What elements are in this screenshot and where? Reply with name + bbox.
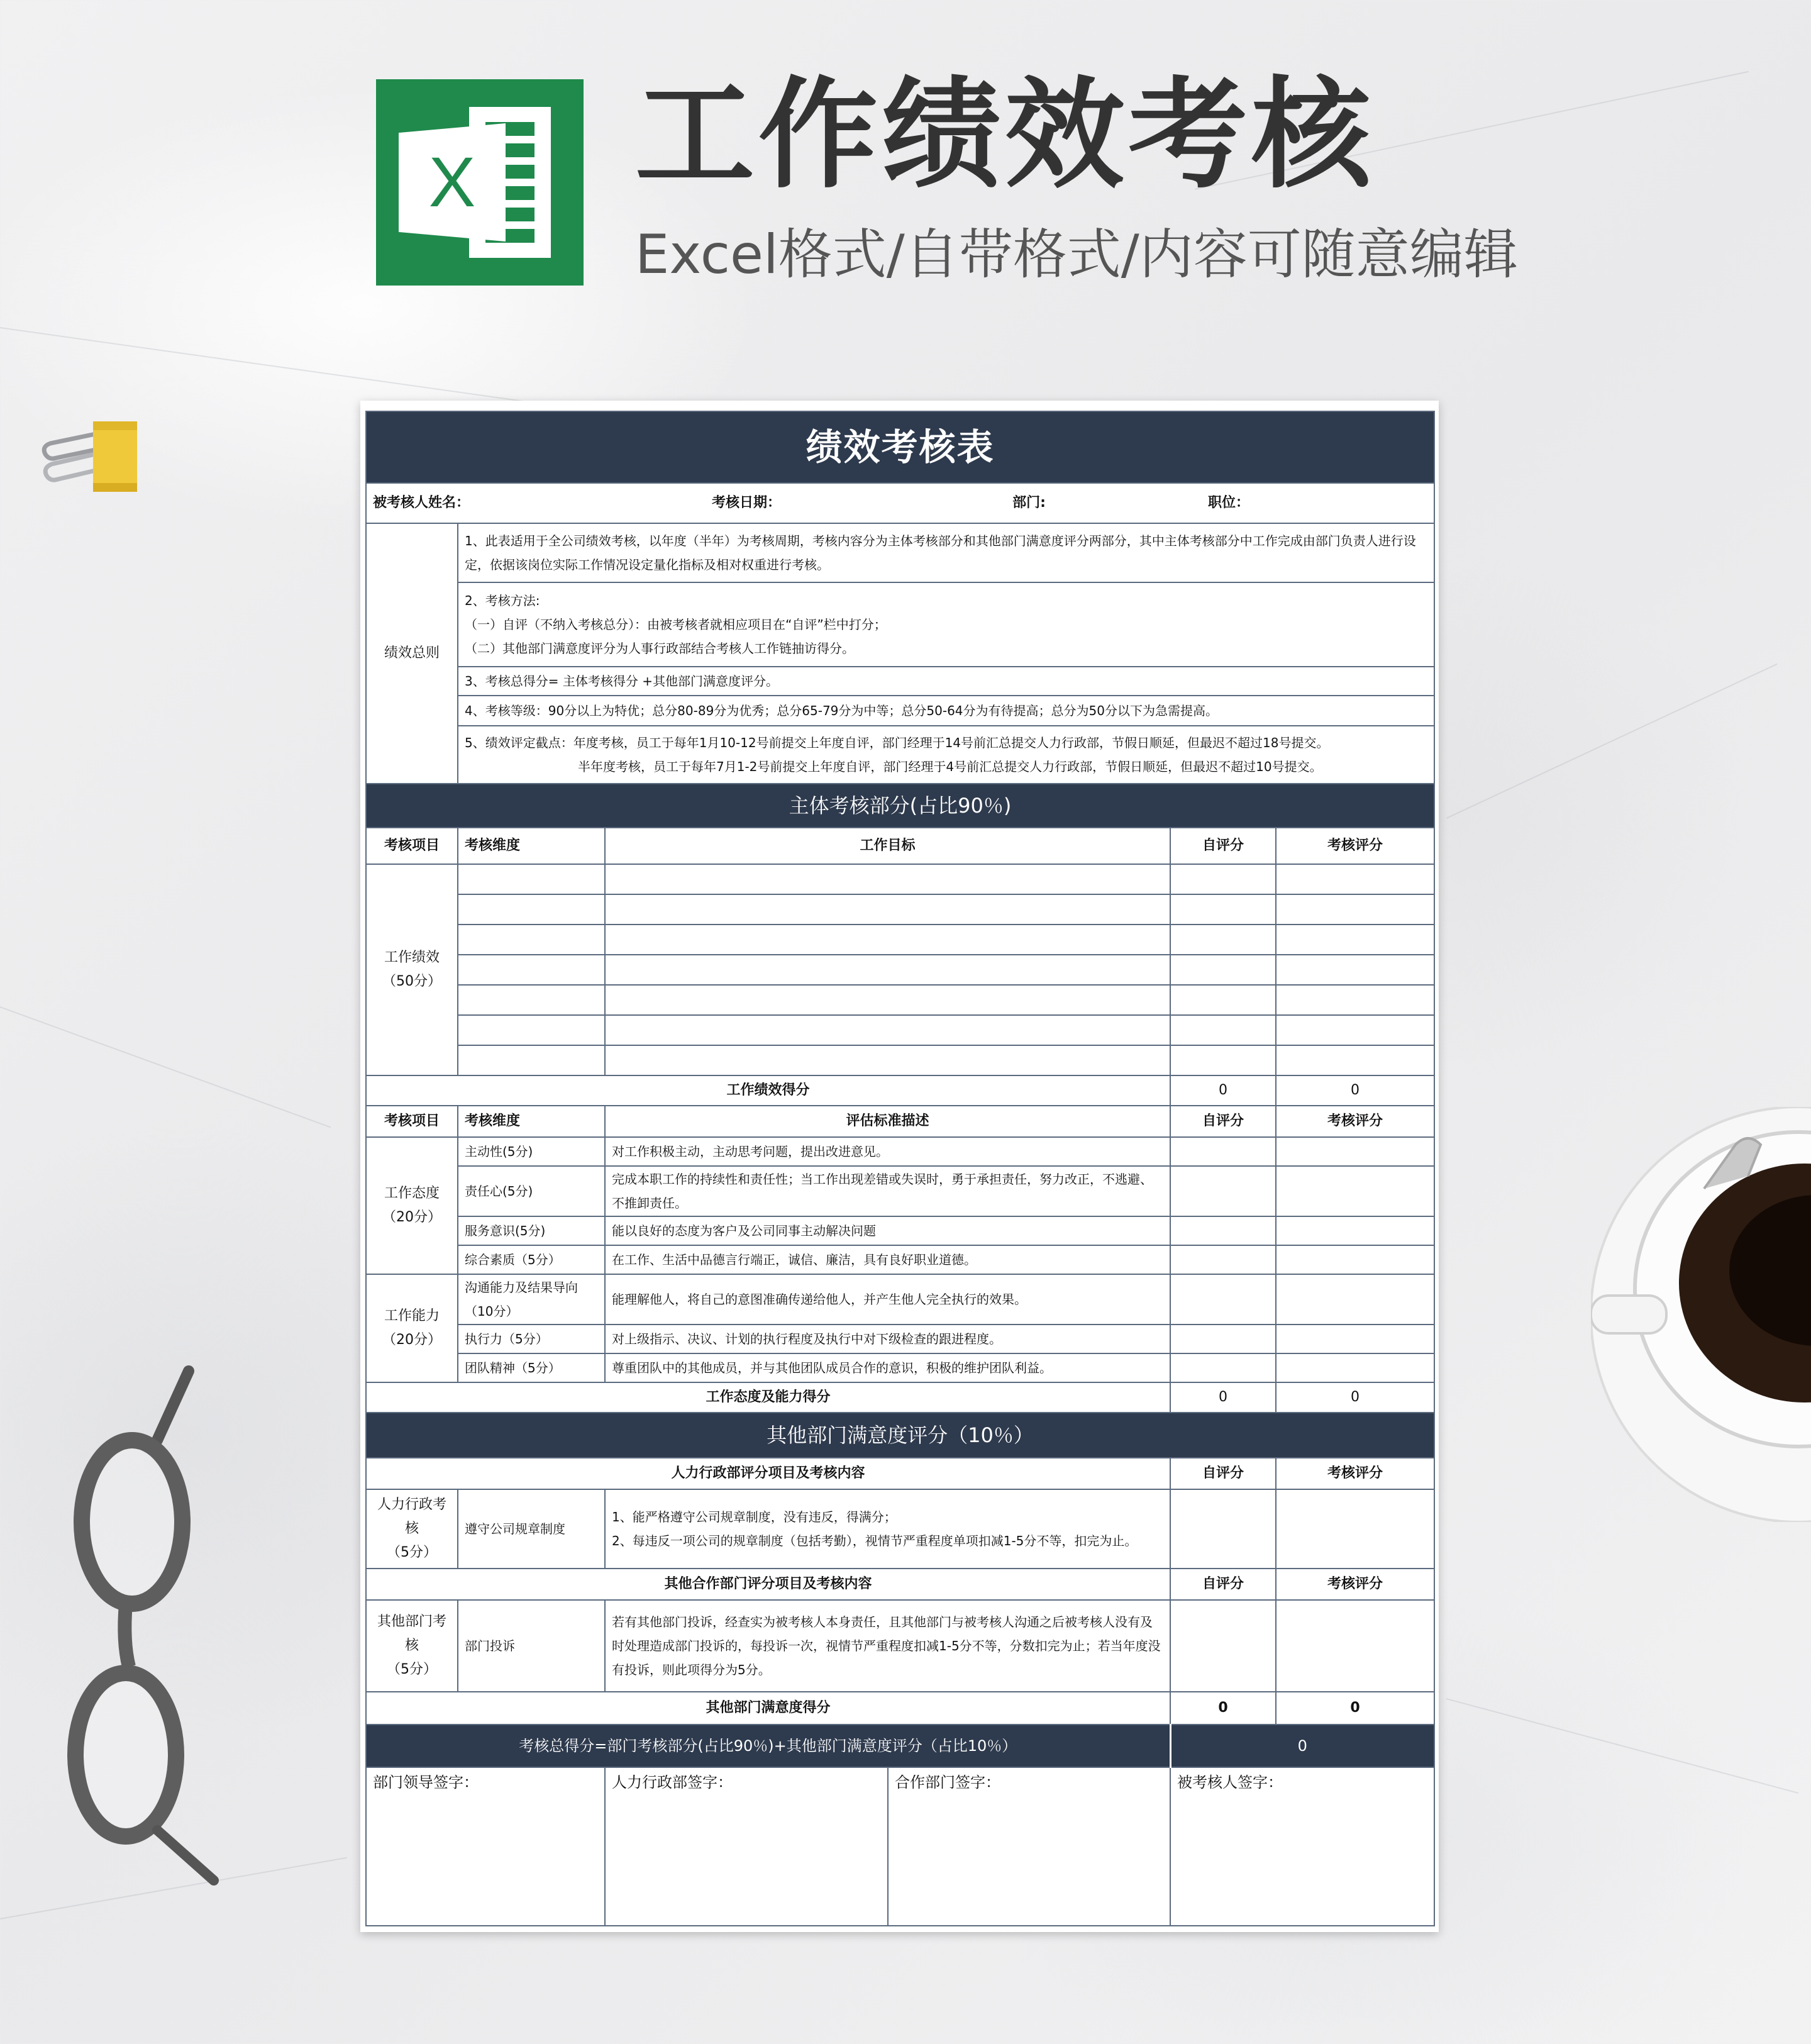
partner-dept-signature[interactable]: 合作部门签字： <box>888 1767 1170 1926</box>
attitude-review-cell[interactable] <box>1276 1245 1434 1274</box>
perf-dimension-cell[interactable] <box>458 985 605 1015</box>
perf-dimension-cell[interactable] <box>458 955 605 985</box>
coop-self-cell[interactable] <box>1170 1600 1276 1692</box>
coop-review-cell[interactable] <box>1276 1600 1434 1692</box>
coop-dimension: 部门投诉 <box>458 1600 605 1692</box>
perf-self-cell[interactable] <box>1170 925 1276 955</box>
perf-dimension-cell[interactable] <box>458 894 605 925</box>
perf-review-cell[interactable] <box>1276 1045 1434 1075</box>
attitude-criteria: 对工作积极主动，主动思考问题，提出改进意见。 <box>605 1137 1170 1166</box>
perf-self-cell[interactable] <box>1170 1045 1276 1075</box>
ability-dimension: 团队精神（5分） <box>458 1353 605 1382</box>
general-rules-label: 绩效总则 <box>366 523 458 784</box>
perf-self-cell[interactable] <box>1170 955 1276 985</box>
page-title: 工作绩效考核 <box>635 65 1375 204</box>
grand-total-value: 0 <box>1170 1725 1434 1767</box>
col-dimension-header: 考核维度 <box>458 1106 605 1137</box>
binder-clip-icon <box>38 415 145 497</box>
rule-2: 2、考核方法: （一）自评（不纳入考核总分）：由被考核者就相应项目在“自评”栏中打分； （二）其他部门满意度评分为人事行政部结合考核人工作链抽访得分。 <box>458 582 1434 667</box>
coop-header: 其他合作部门评分项目及考核内容 <box>366 1569 1170 1600</box>
other-total-review: 0 <box>1276 1692 1434 1725</box>
excel-icon: X <box>428 143 476 221</box>
page-subtitle: Excel格式/自带格式/内容可随意编辑 <box>635 223 1518 286</box>
main-section-title: 主体考核部分(占比90％) <box>366 784 1434 828</box>
col-self-header: 自评分 <box>1170 1458 1276 1489</box>
ability-criteria: 对上级指示、决议、计划的执行程度及执行中对下级检查的跟进程度。 <box>605 1325 1170 1353</box>
sheet-title: 绩效考核表 <box>366 411 1434 483</box>
perf-goal-cell[interactable] <box>605 955 1170 985</box>
col-self-header: 自评分 <box>1170 1106 1276 1137</box>
col-review-header: 考核评分 <box>1276 1106 1434 1137</box>
perf-review-cell[interactable] <box>1276 1015 1434 1045</box>
attitude-label: 工作态度 （20分） <box>366 1137 458 1274</box>
col-review-header: 考核评分 <box>1276 828 1434 864</box>
hr-review-cell[interactable] <box>1276 1489 1434 1569</box>
hr-header: 人力行政部评分项目及考核内容 <box>366 1458 1170 1489</box>
col-self-header: 自评分 <box>1170 828 1276 864</box>
ability-criteria: 尊重团队中的其他成员，并与其他团队成员合作的意识，积极的维护团队利益。 <box>605 1353 1170 1382</box>
ability-self-cell[interactable] <box>1170 1274 1276 1325</box>
attitude-total-review: 0 <box>1276 1382 1434 1413</box>
perf-goal-cell[interactable] <box>605 985 1170 1015</box>
ability-criteria: 能理解他人，将自己的意图准确传递给他人，并产生他人完全执行的效果。 <box>605 1274 1170 1325</box>
reviewee-signature[interactable]: 被考核人签字： <box>1170 1767 1434 1926</box>
attitude-self-cell[interactable] <box>1170 1166 1276 1216</box>
perf-self-cell[interactable] <box>1170 985 1276 1015</box>
hr-self-cell[interactable] <box>1170 1489 1276 1569</box>
marble-vein <box>1446 664 1778 819</box>
coop-review-label: 其他部门考核 （5分） <box>366 1600 458 1692</box>
appraisal-table <box>365 411 1435 1926</box>
marble-vein <box>0 327 560 407</box>
col-goal-header: 工作目标 <box>605 828 1170 864</box>
col-criteria-header: 评估标准描述 <box>605 1106 1170 1137</box>
col-dimension-header: 考核维度 <box>458 828 605 864</box>
perf-dimension-cell[interactable] <box>458 864 605 894</box>
ability-dimension: 沟通能力及结果导向（10分） <box>458 1274 605 1325</box>
attitude-dimension: 综合素质（5分） <box>458 1245 605 1274</box>
attitude-dimension: 责任心(5分) <box>458 1166 605 1216</box>
perf-dimension-cell[interactable] <box>458 925 605 955</box>
dept-leader-signature[interactable]: 部门领导签字： <box>366 1767 605 1926</box>
attitude-dimension: 主动性(5分) <box>458 1137 605 1166</box>
coffee-cup-icon <box>1591 1107 1811 1522</box>
attitude-total-self: 0 <box>1170 1382 1276 1413</box>
attitude-review-cell[interactable] <box>1276 1166 1434 1216</box>
hr-criteria: 1、能严格遵守公司规章制度，没有违反，得满分； 2、每违反一项公司的规章制度（包括考勤），视情节严重程度单项扣减1-5分不等，扣完为止。 <box>605 1489 1170 1569</box>
perf-review-cell[interactable] <box>1276 985 1434 1015</box>
col-item-header: 考核项目 <box>366 828 458 864</box>
perf-self-cell[interactable] <box>1170 1015 1276 1045</box>
perf-dimension-cell[interactable] <box>458 1015 605 1045</box>
hr-review-label: 人力行政考核 （5分） <box>366 1489 458 1569</box>
perf-goal-cell[interactable] <box>605 925 1170 955</box>
col-self-header: 自评分 <box>1170 1569 1276 1600</box>
perf-dimension-cell[interactable] <box>458 1045 605 1075</box>
rule-1: 1、此表适用于全公司绩效考核，以年度（半年）为考核周期，考核内容分为主体考核部分和其他部门满意度评分两部分，其中主体考核部分中工作完成由部门负责人进行设定，依据该岗位实际工作情况设定量化指标及相对权重进行考核。 <box>458 523 1434 582</box>
attitude-dimension: 服务意识(5分) <box>458 1216 605 1245</box>
grand-total-label: 考核总得分=部门考核部分(占比90％)+其他部门满意度评分（占比10％） <box>366 1725 1170 1767</box>
reviewee-name-field[interactable]: 被考核人姓名： <box>366 483 605 523</box>
attitude-criteria: 在工作、生活中品德言行端正，诚信、廉洁，具有良好职业道德。 <box>605 1245 1170 1274</box>
attitude-criteria: 能以良好的态度为客户及公司同事主动解决问题 <box>605 1216 1170 1245</box>
rule-5: 5、绩效评定截点：年度考核，员工于每年1月10-12号前提交上年度自评，部门经理于14号前汇总提交人力行政部，节假日顺延，但最迟不超过18号提交。 半年度考核，员工于每年7月1-2号前提交上年度自评，部门经理于4号前汇总提交人力行政部，节假日顺延，但最迟不超过10号提交。 <box>458 726 1434 784</box>
hr-dimension: 遵守公司规章制度 <box>458 1489 605 1569</box>
attitude-total-label: 工作态度及能力得分 <box>366 1382 1170 1413</box>
perf-review-cell[interactable] <box>1276 894 1434 925</box>
review-date-field[interactable]: 考核日期： <box>605 483 888 523</box>
attitude-criteria: 完成本职工作的持续性和责任性；当工作出现差错或失误时，勇于承担责任，努力改正，不逃避、不推卸责任。 <box>605 1166 1170 1216</box>
marble-vein <box>1446 1698 1798 1794</box>
perf-self-cell[interactable] <box>1170 894 1276 925</box>
hr-signature[interactable]: 人力行政部签字： <box>605 1767 888 1926</box>
position-field[interactable]: 职位： <box>1170 483 1434 523</box>
performance-label: 工作绩效 （50分） <box>366 864 458 1075</box>
ability-label: 工作能力 （20分） <box>366 1274 458 1382</box>
col-item-header: 考核项目 <box>366 1106 458 1137</box>
ability-review-cell[interactable] <box>1276 1325 1434 1353</box>
other-section-title: 其他部门满意度评分（10％） <box>366 1413 1434 1458</box>
attitude-self-cell[interactable] <box>1170 1245 1276 1274</box>
perf-goal-cell[interactable] <box>605 1015 1170 1045</box>
marble-vein <box>0 1006 331 1128</box>
ability-self-cell[interactable] <box>1170 1325 1276 1353</box>
appraisal-sheet <box>360 401 1439 1932</box>
attitude-self-cell[interactable] <box>1170 1216 1276 1245</box>
performance-total-label: 工作绩效得分 <box>366 1075 1170 1106</box>
ability-review-cell[interactable] <box>1276 1353 1434 1382</box>
other-total-self: 0 <box>1170 1692 1276 1725</box>
perf-review-cell[interactable] <box>1276 864 1434 894</box>
ability-self-cell[interactable] <box>1170 1353 1276 1382</box>
rule-4: 4、考核等级：90分以上为特优；总分80-89分为优秀；总分65-79分为中等；总分50-64分为有待提高；总分为50分以下为急需提高。 <box>458 696 1434 726</box>
col-review-header: 考核评分 <box>1276 1458 1434 1489</box>
perf-self-cell[interactable] <box>1170 864 1276 894</box>
perf-goal-cell[interactable] <box>605 1045 1170 1075</box>
perf-goal-cell[interactable] <box>605 894 1170 925</box>
perf-goal-cell[interactable] <box>605 864 1170 894</box>
rule-3: 3、考核总得分= 主体考核得分 +其他部门满意度评分。 <box>458 667 1434 696</box>
department-field[interactable]: 部门: <box>888 483 1170 523</box>
performance-total-review: 0 <box>1276 1075 1434 1106</box>
ability-review-cell[interactable] <box>1276 1274 1434 1325</box>
perf-review-cell[interactable] <box>1276 955 1434 985</box>
ability-dimension: 执行力（5分） <box>458 1325 605 1353</box>
eyeglasses-icon <box>63 1365 226 1893</box>
col-review-header: 考核评分 <box>1276 1569 1434 1600</box>
attitude-review-cell[interactable] <box>1276 1137 1434 1166</box>
perf-review-cell[interactable] <box>1276 925 1434 955</box>
excel-logo <box>376 79 584 286</box>
coop-criteria: 若有其他部门投诉，经查实为被考核人本身责任，且其他部门与被考核人沟通之后被考核人没有及时处理造成部门投诉的，每投诉一次，视情节严重程度扣减1-5分不等，分数扣完为止；若当年度没有投诉，则此项得分为5分。 <box>605 1600 1170 1692</box>
attitude-self-cell[interactable] <box>1170 1137 1276 1166</box>
performance-total-self: 0 <box>1170 1075 1276 1106</box>
other-total-label: 其他部门满意度得分 <box>366 1692 1170 1725</box>
attitude-review-cell[interactable] <box>1276 1216 1434 1245</box>
